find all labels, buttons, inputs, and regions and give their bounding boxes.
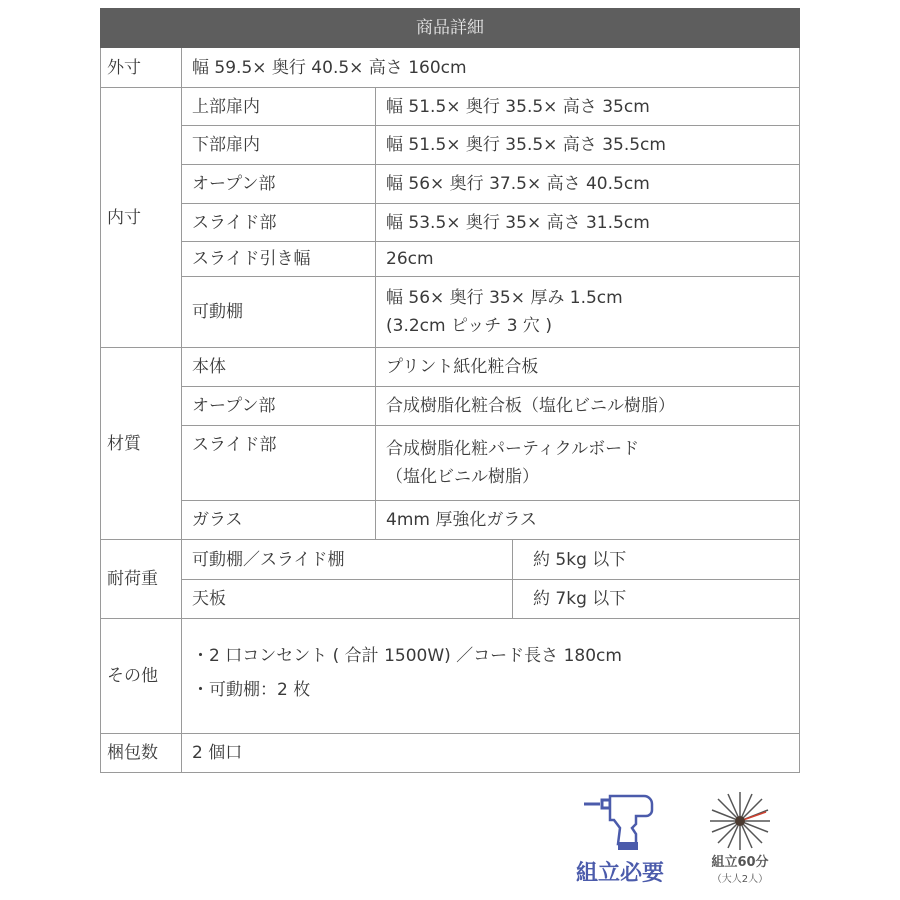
material-item-value: プリント紙化粧合板: [376, 348, 800, 387]
inner-item-label: 上部扉内: [182, 88, 376, 126]
assembly-time-badge: [695, 790, 785, 885]
material-item-value: 4mm 厚強化ガラス: [376, 501, 800, 540]
load-item-label: 可動棚／スライド棚: [182, 540, 513, 580]
inner-item-label: オープン部: [182, 165, 376, 204]
burst-icon: [708, 790, 772, 852]
assembly-required-label: 組立必要: [575, 861, 664, 886]
inner-item-label: 下部扉内: [182, 126, 376, 165]
packages-label: 梱包数: [101, 734, 182, 773]
outer-value: 幅 59.5× 奥行 40.5× 高さ 160cm: [182, 48, 800, 88]
material-item-label: オープン部: [182, 387, 376, 426]
outer-label: 外寸: [101, 48, 182, 88]
assembly-info: [570, 790, 800, 890]
inner-item-label: 可動棚: [182, 277, 376, 348]
inner-item-value: 幅 53.5× 奥行 35× 高さ 31.5cm: [376, 204, 800, 242]
material-item-label: 本体: [182, 348, 376, 387]
inner-item-value: 幅 56× 奥行 37.5× 高さ 40.5cm: [376, 165, 800, 204]
material-item-value: 合成樹脂化粧合板（塩化ビニル樹脂）: [376, 387, 800, 426]
value-line: (3.2cm ピッチ 3 穴 ): [386, 316, 552, 336]
inner-item-label: スライド引き幅: [182, 242, 376, 277]
material-item-label: ガラス: [182, 501, 376, 540]
load-item-label: 天板: [182, 580, 513, 619]
other-item: ・2 口コンセント ( 合計 1500W) ／コード長さ 180cm: [192, 646, 622, 666]
load-item-value: 約 5kg 以下: [513, 540, 800, 580]
inner-item-value: 幅 51.5× 奥行 35.5× 高さ 35.5cm: [376, 126, 800, 165]
drill-icon: [580, 790, 660, 852]
load-label: 耐荷重: [101, 540, 182, 619]
value-line: （塩化ビニル樹脂）: [386, 467, 539, 487]
other-item: ・可動棚：2 枚: [192, 680, 311, 700]
inner-item-value: 幅 51.5× 奥行 35.5× 高さ 35cm: [376, 88, 800, 126]
value-line: 幅 56× 奥行 35× 厚み 1.5cm: [386, 288, 623, 308]
value-line: 合成樹脂化粧パーティクルボード: [386, 439, 640, 459]
packages-value: 2 個口: [182, 734, 800, 773]
assembly-required-badge: [570, 790, 670, 887]
table-title: 商品詳細: [101, 9, 800, 48]
load-item-value: 約 7kg 以下: [513, 580, 800, 619]
material-item-label: スライド部: [182, 426, 376, 501]
material-item-value: [376, 426, 800, 501]
inner-item-label: スライド部: [182, 204, 376, 242]
product-details-table: [100, 8, 800, 773]
inner-item-value: 26cm: [376, 242, 800, 277]
other-value: [182, 619, 800, 734]
inner-item-value: [376, 277, 800, 348]
inner-label: 内寸: [101, 88, 182, 348]
material-label: 材質: [101, 348, 182, 540]
assembly-time-label: 組立60分: [711, 855, 769, 870]
assembly-people-label: （大人2人）: [711, 874, 769, 885]
other-label: その他: [101, 619, 182, 734]
